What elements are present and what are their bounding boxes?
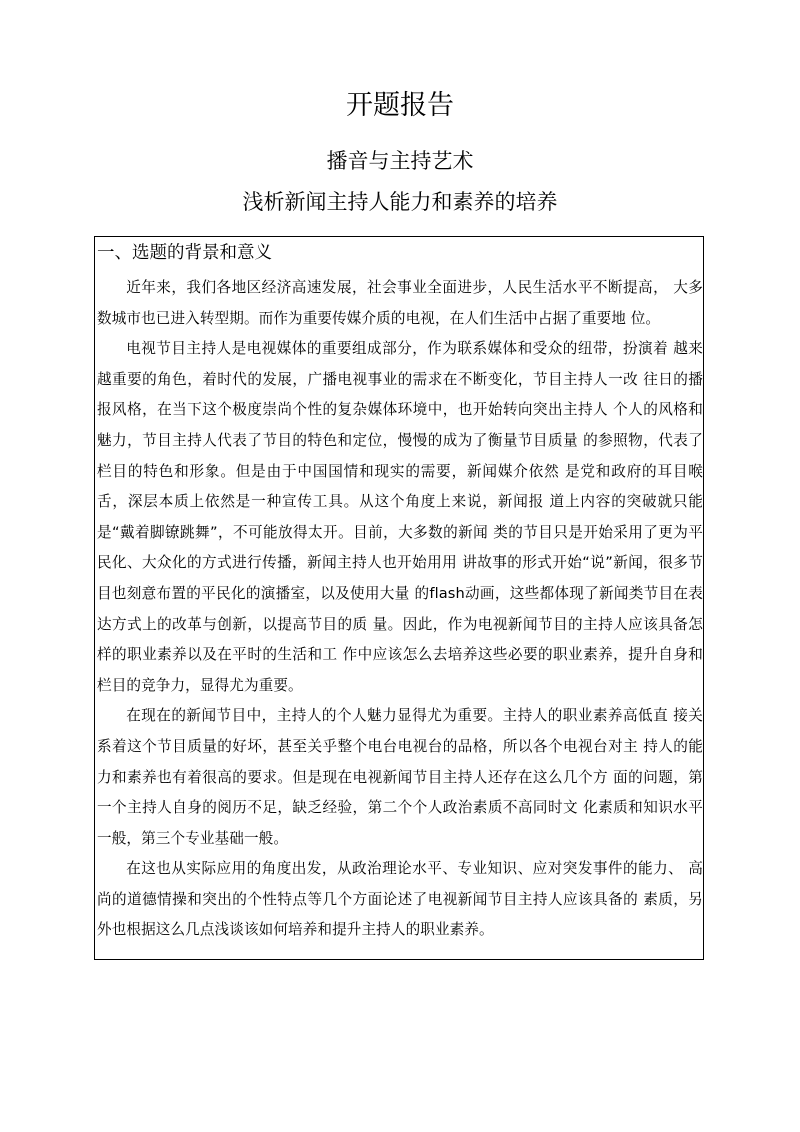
thesis-topic: 浅析新闻主持人能力和素养的培养 <box>242 190 558 214</box>
major-name: 播音与主持艺术 <box>326 149 474 173</box>
section-heading: 一、选题的背景和意义 <box>97 243 272 263</box>
document-title: 开题报告 <box>346 90 454 121</box>
section-box <box>94 236 704 960</box>
paragraph-1: 近年来，我们各地区经济高速发展，社会事业全面进步，人民生活水平不断提高， 大多数城市也已进入转型期。而作为重要传媒介质的电视，在人们生活中占据了重要地 位。 <box>97 279 703 327</box>
paragraph-2: 电视节目主持人是电视媒体的重要组成部分，作为联系媒体和受众的纽带，扮演着 越来越重要的角色，着时代的发展，广播电视事业的需求在不断变化，节目主持人一改 往日的播报风格，在当下这个极度崇尚个性的复杂媒体环境中，也开始转向突出主持人 个人的风格和魅力，节目主持人代表了节目的特色和定位，慢慢的成为了衡量节目质量 的参照物，代表了栏目的特色和形象。但是由于中国国情和现实的需要，新闻媒介依然 是党和政府的耳目喉舌，深层本质上依然是一种宣传工具。从这个角度上来说，新闻报 道上内容的突破就只能是“戴着脚镣跳舞”，不可能放得太开。目前，大多数的新闻 类的节目只是开始采用了更为平民化、大众化的方式进行传播，新闻主持人也开始用用 讲故事的形式开始“说”新闻，很多节目也刻意布置的平民化的演播室，以及使用大量 的flash动画，这些都体现了新闻类节目在表达方式上的改革与创新，以提高节目的质 量。因此，作为电视新闻节目的主持人应该具备怎样的职业素养以及在平时的生活和工 作中应该怎么去培养这些必要的职业素养，提升自身和栏目的竞争力，显得尤为重要。 <box>97 340 703 694</box>
paragraph-3: 在现在的新闻节目中，主持人的个人魅力显得尤为重要。主持人的职业素养高低直 接关系着这个节目质量的好坏，甚至关乎整个电台电视台的品格，所以各个电视台对主 持人的能力和素养也有着很高的要求。但是现在电视新闻节目主持人还存在这么几个方 面的问题，第一个主持人自身的阅历不足，缺乏经验，第二个个人政治素质不高同时文 化素质和知识水平一般，第三个专业基础一般。 <box>97 707 703 847</box>
paragraph-4: 在这也从实际应用的角度出发，从政治理论水平、专业知识、应对突发事件的能力、 高尚的道德情操和突出的个性特点等几个方面论述了电视新闻节目主持人应该具备的 素质，另外也根据这么几点浅谈该如何培养和提升主持人的职业素养。 <box>97 860 703 939</box>
